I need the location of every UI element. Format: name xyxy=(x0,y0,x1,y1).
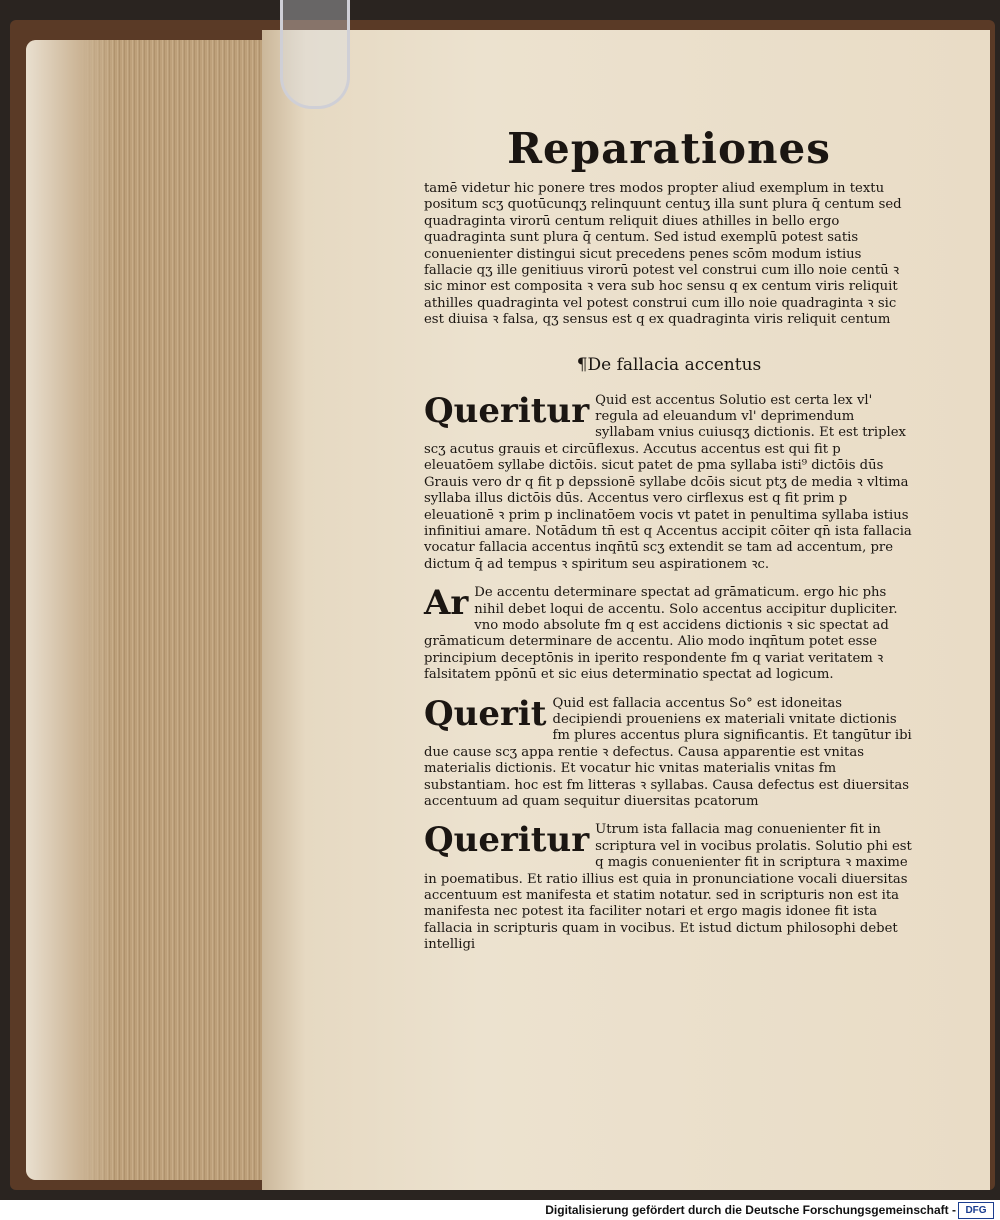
block-text: De accentu determinare spectat ad grāmaticum. ergo hic phs nihil debet loqui de accentu. Solo accentus accipitur dupliciter. vno modo absolute fm q est accidens dictionis ꝛ sic spectat ad grāmaticum determinare de accentu. Alio modo inqn̄tum potet esse principium deceptōnis in iperito respondente fm q variat veritatem ꝛ falsitatem ppōnū et sic eius determinatio spectat ad logicum. xyxy=(424,585,898,683)
intro-paragraph: tamē videtur hic ponere tres modos propter aliud exemplum in textu positum scʒ quotūcunqʒ relinquunt centuʒ illa sunt plura q̄ centum sed quadraginta virorū centum reliquit diues athilles in bello ergo quadraginta sunt plura q̄ centum. Sed istud exemplū potest satis conuenienter distingui sicut precedens penes scōm modum istius fallacie qʒ ille genitiuus virorū potest vel construi cum illo noie centū ꝛ sic minor est composita ꝛ vera sub hoc sensu q ex centum viris reliquit athilles quadraginta vel potest construi cum illo noie quadraginta ꝛ sic est diuisa ꝛ falsa, qʒ sensus est q ex quadraginta viris reliquit centum xyxy=(424,181,902,328)
block-text: Quid est accentus Solutio est certa lex vl' regula ad eleuandum vl' deprimendum syllabam vnius cuiusqʒ dictionis. Et est triplex scʒ acutus grauis et circūflexus. Accutus accentus est qui fit p eleuatōem syllabe dictōis. sicut patet de pma syllaba isti⁹ dictōis dūs Grauis vero dr q fit p depssionē syllabe dcōis sicut ptʒ de media ꝛ vltima syllaba illus dictōis dūs. Accentus vero cirflexus est q fit prim p eleuationē ꝛ prim p inclinatōem vocis vt patet in penultima syllaba istius infinitiui amare. Notādum tn̄ est q Accentus accipit cōiter qn̄ ista fallacia vocatur fallacia accentus inqn̄tū scʒ extendit se tam ad accentum, pre dictum q̄ ad tempus ꝛ spiritum seu aspirationem ꝛc. xyxy=(424,392,912,572)
block-initial: Queritur xyxy=(424,390,590,431)
block-text: Utrum ista fallacia mag conuenienter fit in scriptura vel in vocibus prolatis. Solutio phi est q magis conuenienter fit in scriptura ꝛ maxime in poematibus. Et ratio illius est quia in pronunciatione vocali diuersitas accentuum est manifesta et statim notatur. sed in scripturis non est ita manifesta nec potest ita faciliter notari et ergo magis idonee fit ista fallacia in scripturis quam in vocibus. Et istud dictum philosophi debet intelligi xyxy=(424,822,912,953)
footer-credit: Digitalisierung gefördert durch die Deutsche Forschungsgemeinschaft - xyxy=(545,1203,956,1217)
dfg-logo: DFG xyxy=(958,1202,994,1219)
page-text-block xyxy=(424,124,914,966)
section-title: ¶De fallacia accentus xyxy=(576,354,762,375)
block-text: Quid est fallacia accentus So° est idoneitas decipiendi proueniens ex materiali vnitate dictionis fm plures accentus plura significantis. Et tangūtur ibi due cause scʒ appa rentie ꝛ defectus. Causa apparentie est vnitas materialis dictionis. Et vocatur hic vnitas materialis vnitas fm substantiam. hoc est fm litteras ꝛ syllabas. Causa defectus est diuersitas accentuum ad quam sequitur diuersitas pcatorum xyxy=(424,695,912,809)
block-initial: Ar xyxy=(424,583,469,624)
question-block-1 xyxy=(424,390,914,573)
footer-bar xyxy=(0,1200,1000,1220)
question-block-3 xyxy=(424,693,914,811)
page-heading: Reparationes xyxy=(507,124,831,173)
page-edges-shade xyxy=(26,40,116,1180)
block-initial: Querit xyxy=(424,693,547,734)
question-block-4 xyxy=(424,822,914,953)
question-block-2 xyxy=(424,585,914,683)
page-clip xyxy=(280,0,350,109)
block-initial: Queritur xyxy=(424,820,590,861)
